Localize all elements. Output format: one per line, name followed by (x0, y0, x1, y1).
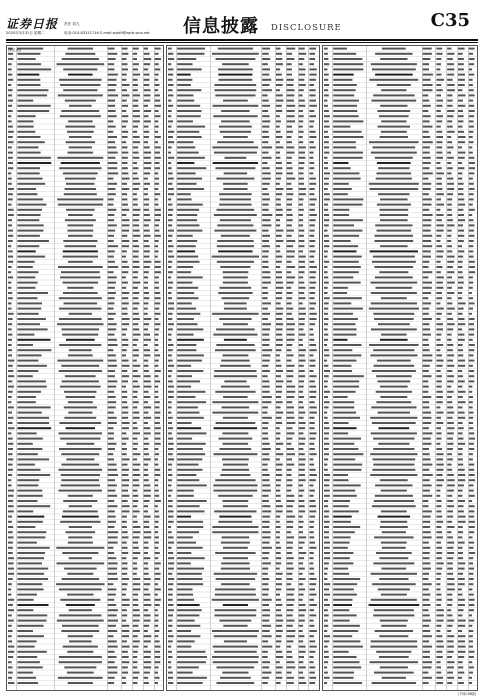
editor-line: 责任 刘九 (64, 22, 80, 26)
table-texture (167, 46, 319, 690)
table-column-1 (6, 45, 164, 691)
table-texture (323, 46, 477, 690)
table-column-2 (166, 45, 320, 691)
contact-line: 电话:010-83251716 E-mail:zqrb9@zqrb.sina.net (64, 31, 150, 35)
table-column-3 (322, 45, 478, 691)
section-subtitle: DISCLOSURE (271, 23, 342, 33)
newspaper-logo: 证券日报 (6, 17, 59, 31)
masthead (0, 0, 484, 46)
page-number: C35 (430, 10, 470, 31)
table-unit-label: (单位:股) (8, 48, 22, 52)
continued-note: (下转C36版) (457, 692, 476, 696)
dateline: 2020年3月31日 星期二 (6, 31, 45, 35)
disclosure-table-area (6, 45, 478, 691)
masthead-rule (6, 39, 478, 41)
section-title: 信息披露 (183, 16, 259, 37)
masthead-rule-thin (6, 42, 478, 43)
table-texture (7, 46, 163, 690)
